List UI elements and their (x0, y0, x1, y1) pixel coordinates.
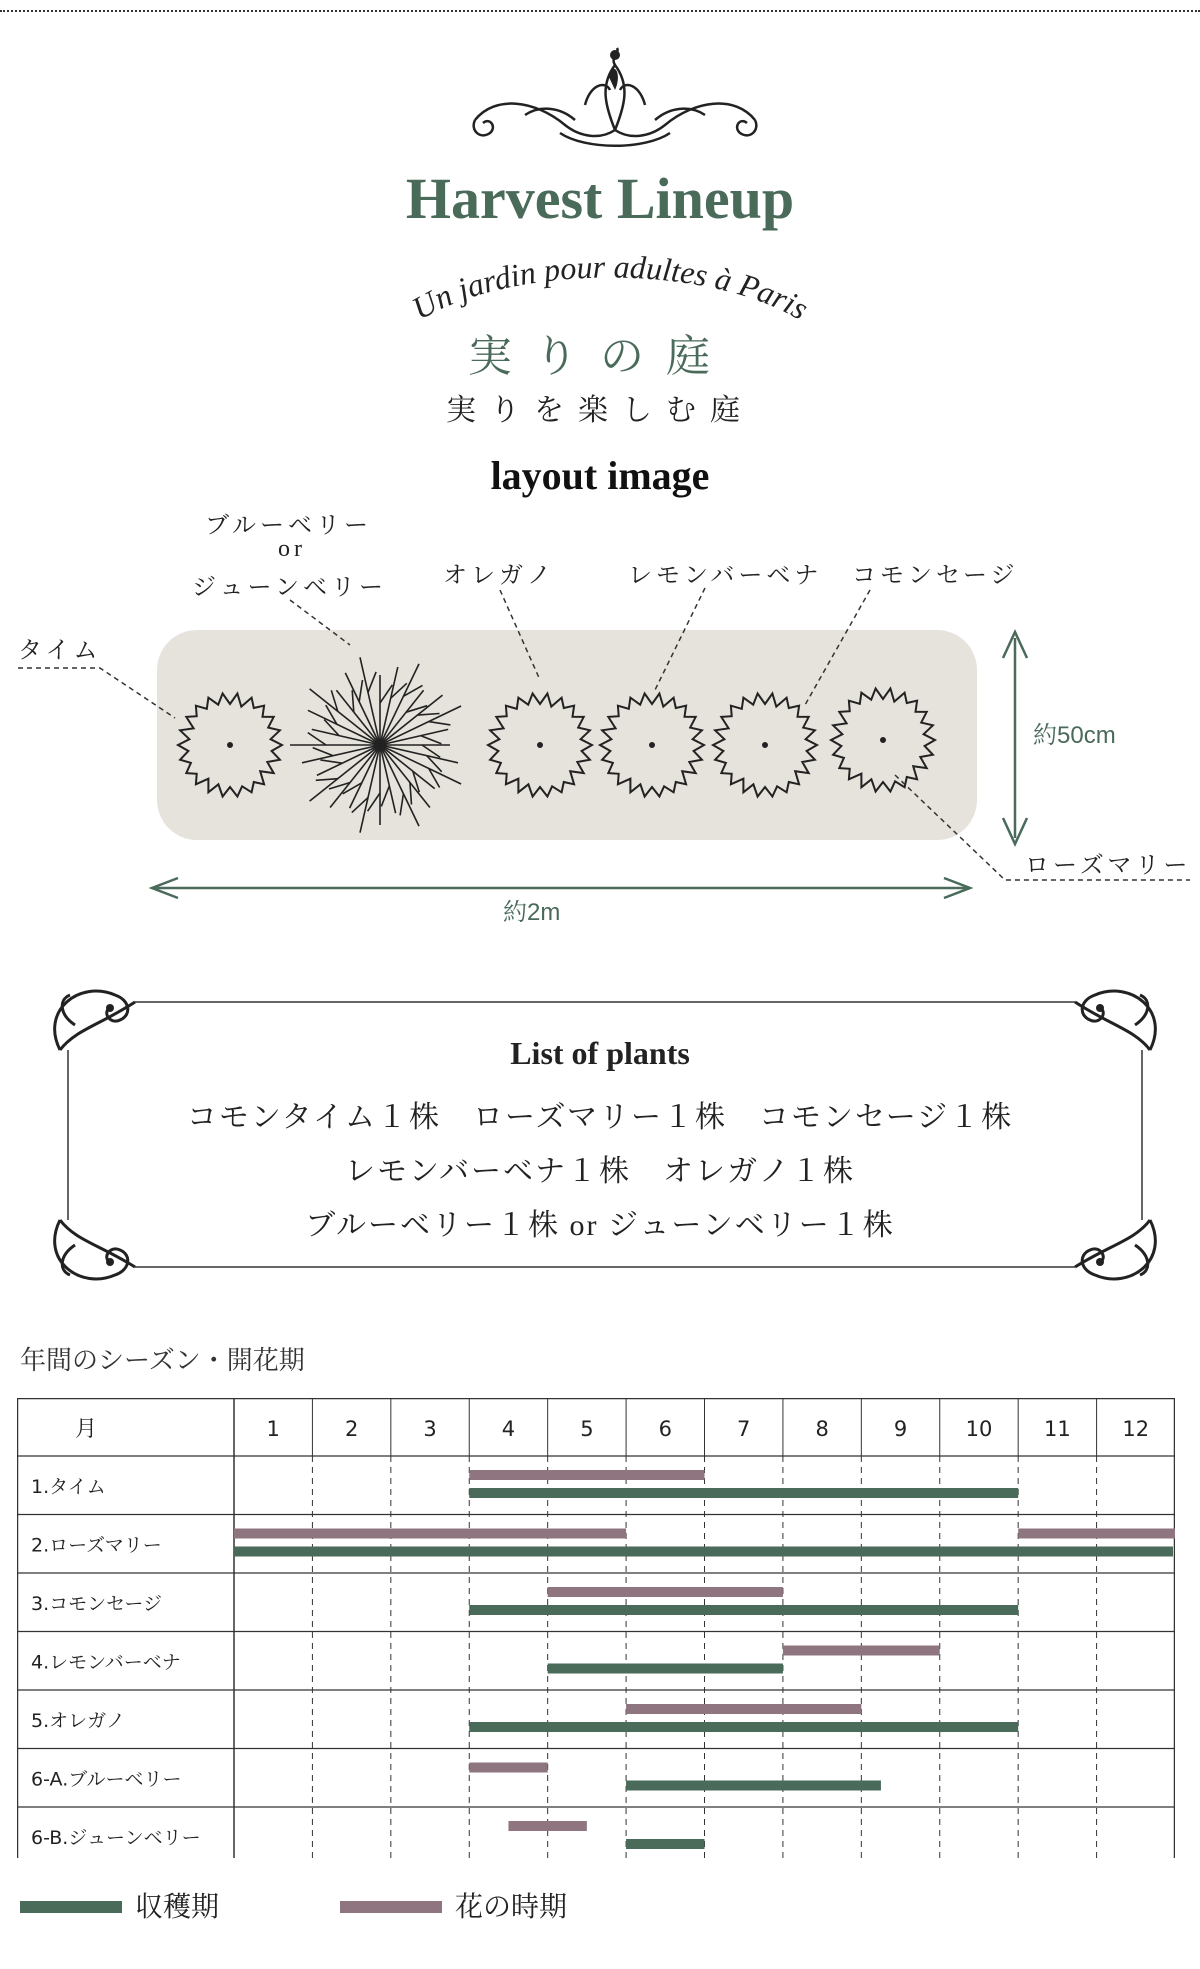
flower-bar (1018, 1529, 1175, 1539)
height-dimension-arrow (1003, 632, 1027, 844)
flower-bar (508, 1821, 586, 1831)
harvest-bar (469, 1722, 1018, 1732)
plant-center-dot (881, 738, 885, 742)
label-common-sage: コモンセージ (852, 563, 1019, 589)
harvest-bar (469, 1488, 1018, 1498)
top-dotted-rule (0, 10, 1200, 12)
label-blueberry: ブルーベリー (205, 513, 373, 539)
row-label: 6-A.ブルーベリー (31, 1768, 182, 1791)
label-or: or (278, 536, 306, 562)
row-label: 6-B.ジューンベリー (31, 1827, 201, 1849)
plant-list-line: コモンタイム１株 ローズマリー１株 コモンセージ１株 (186, 1101, 1014, 1134)
month-tick-label: 4 (501, 1417, 516, 1441)
legend-harvest-label: 収穫期 (135, 1890, 220, 1923)
label-juneberry: ジューンベリー (192, 575, 388, 601)
month-tick-label: 10 (965, 1417, 993, 1441)
flower-bar (626, 1704, 861, 1714)
harvest-bar (548, 1664, 783, 1674)
plant-list-title: List of plants (510, 1035, 690, 1071)
row-label: 5.オレガノ (31, 1710, 126, 1732)
flower-bar (469, 1763, 547, 1773)
month-tick-label: 2 (344, 1417, 359, 1441)
month-tick-label: 7 (737, 1417, 751, 1441)
plant-list-line: レモンバーベナ１株 オレガノ１株 (345, 1155, 855, 1188)
legend-flower-swatch (340, 1901, 442, 1913)
plant-center-dot (650, 743, 654, 747)
width-dimension-arrow (152, 878, 970, 898)
width-label: 約2m (503, 899, 561, 926)
label-oregano: オレガノ (443, 563, 555, 589)
svg-text:Un jardin pour adultes à Paris (406, 248, 815, 326)
layout-diagram (0, 500, 1200, 930)
row-label: 2.ローズマリー (31, 1534, 162, 1557)
season-title: 年間のシーズン・開花期 (20, 1346, 305, 1376)
month-tick-label: 8 (815, 1417, 829, 1441)
plant-center-dot (538, 743, 542, 747)
layout-title: layout image (490, 453, 710, 498)
flower-bar (234, 1529, 626, 1539)
month-tick-label: 3 (423, 1417, 437, 1441)
legend-flower-label: 花の時期 (455, 1890, 568, 1923)
page-title: Harvest Lineup (405, 166, 795, 231)
harvest-bar (626, 1839, 704, 1849)
month-tick-label: 9 (893, 1417, 908, 1441)
month-tick-label: 6 (658, 1417, 672, 1441)
height-label: 約50cm (1033, 722, 1116, 749)
row-label: 1.タイム (31, 1476, 106, 1498)
row-label: 3.コモンセージ (31, 1593, 162, 1615)
month-tick-label: 12 (1122, 1417, 1150, 1441)
month-tick-label: 1 (266, 1417, 280, 1441)
harvest-bar (234, 1547, 1173, 1557)
plant-center-dot (228, 743, 232, 747)
row-label: 4.レモンバーベナ (31, 1651, 181, 1674)
legend-harvest-swatch (20, 1901, 122, 1913)
plant-center-dot (763, 743, 767, 747)
arc-subtitle-text: Un jardin pour adultes à Paris (405, 248, 815, 327)
japanese-subtitle: 実りを楽しむ庭 (446, 394, 754, 427)
plant-list-line: ブルーベリー１株 or ジューンベリー１株 (305, 1209, 895, 1242)
crown-ornament-icon (465, 45, 765, 155)
label-thyme: タイム (18, 638, 102, 664)
harvest-bar (626, 1781, 881, 1791)
chart-border (18, 1399, 1175, 1859)
season-chart (17, 1398, 1175, 1858)
planting-bed (157, 630, 977, 840)
harvest-bar (469, 1605, 1018, 1615)
flower-bar (783, 1646, 940, 1656)
label-lemon-verbena: レモンバーベナ (628, 563, 823, 589)
flower-bar (548, 1587, 783, 1597)
month-tick-label: 11 (1044, 1417, 1071, 1441)
month-tick-label: 5 (580, 1417, 594, 1441)
flower-bar (469, 1470, 704, 1480)
header-label: 月 (75, 1417, 98, 1442)
layout-drawing (0, 500, 1200, 930)
japanese-title: 実りの庭 (468, 332, 732, 381)
label-rosemary: ローズマリー (1025, 853, 1192, 879)
